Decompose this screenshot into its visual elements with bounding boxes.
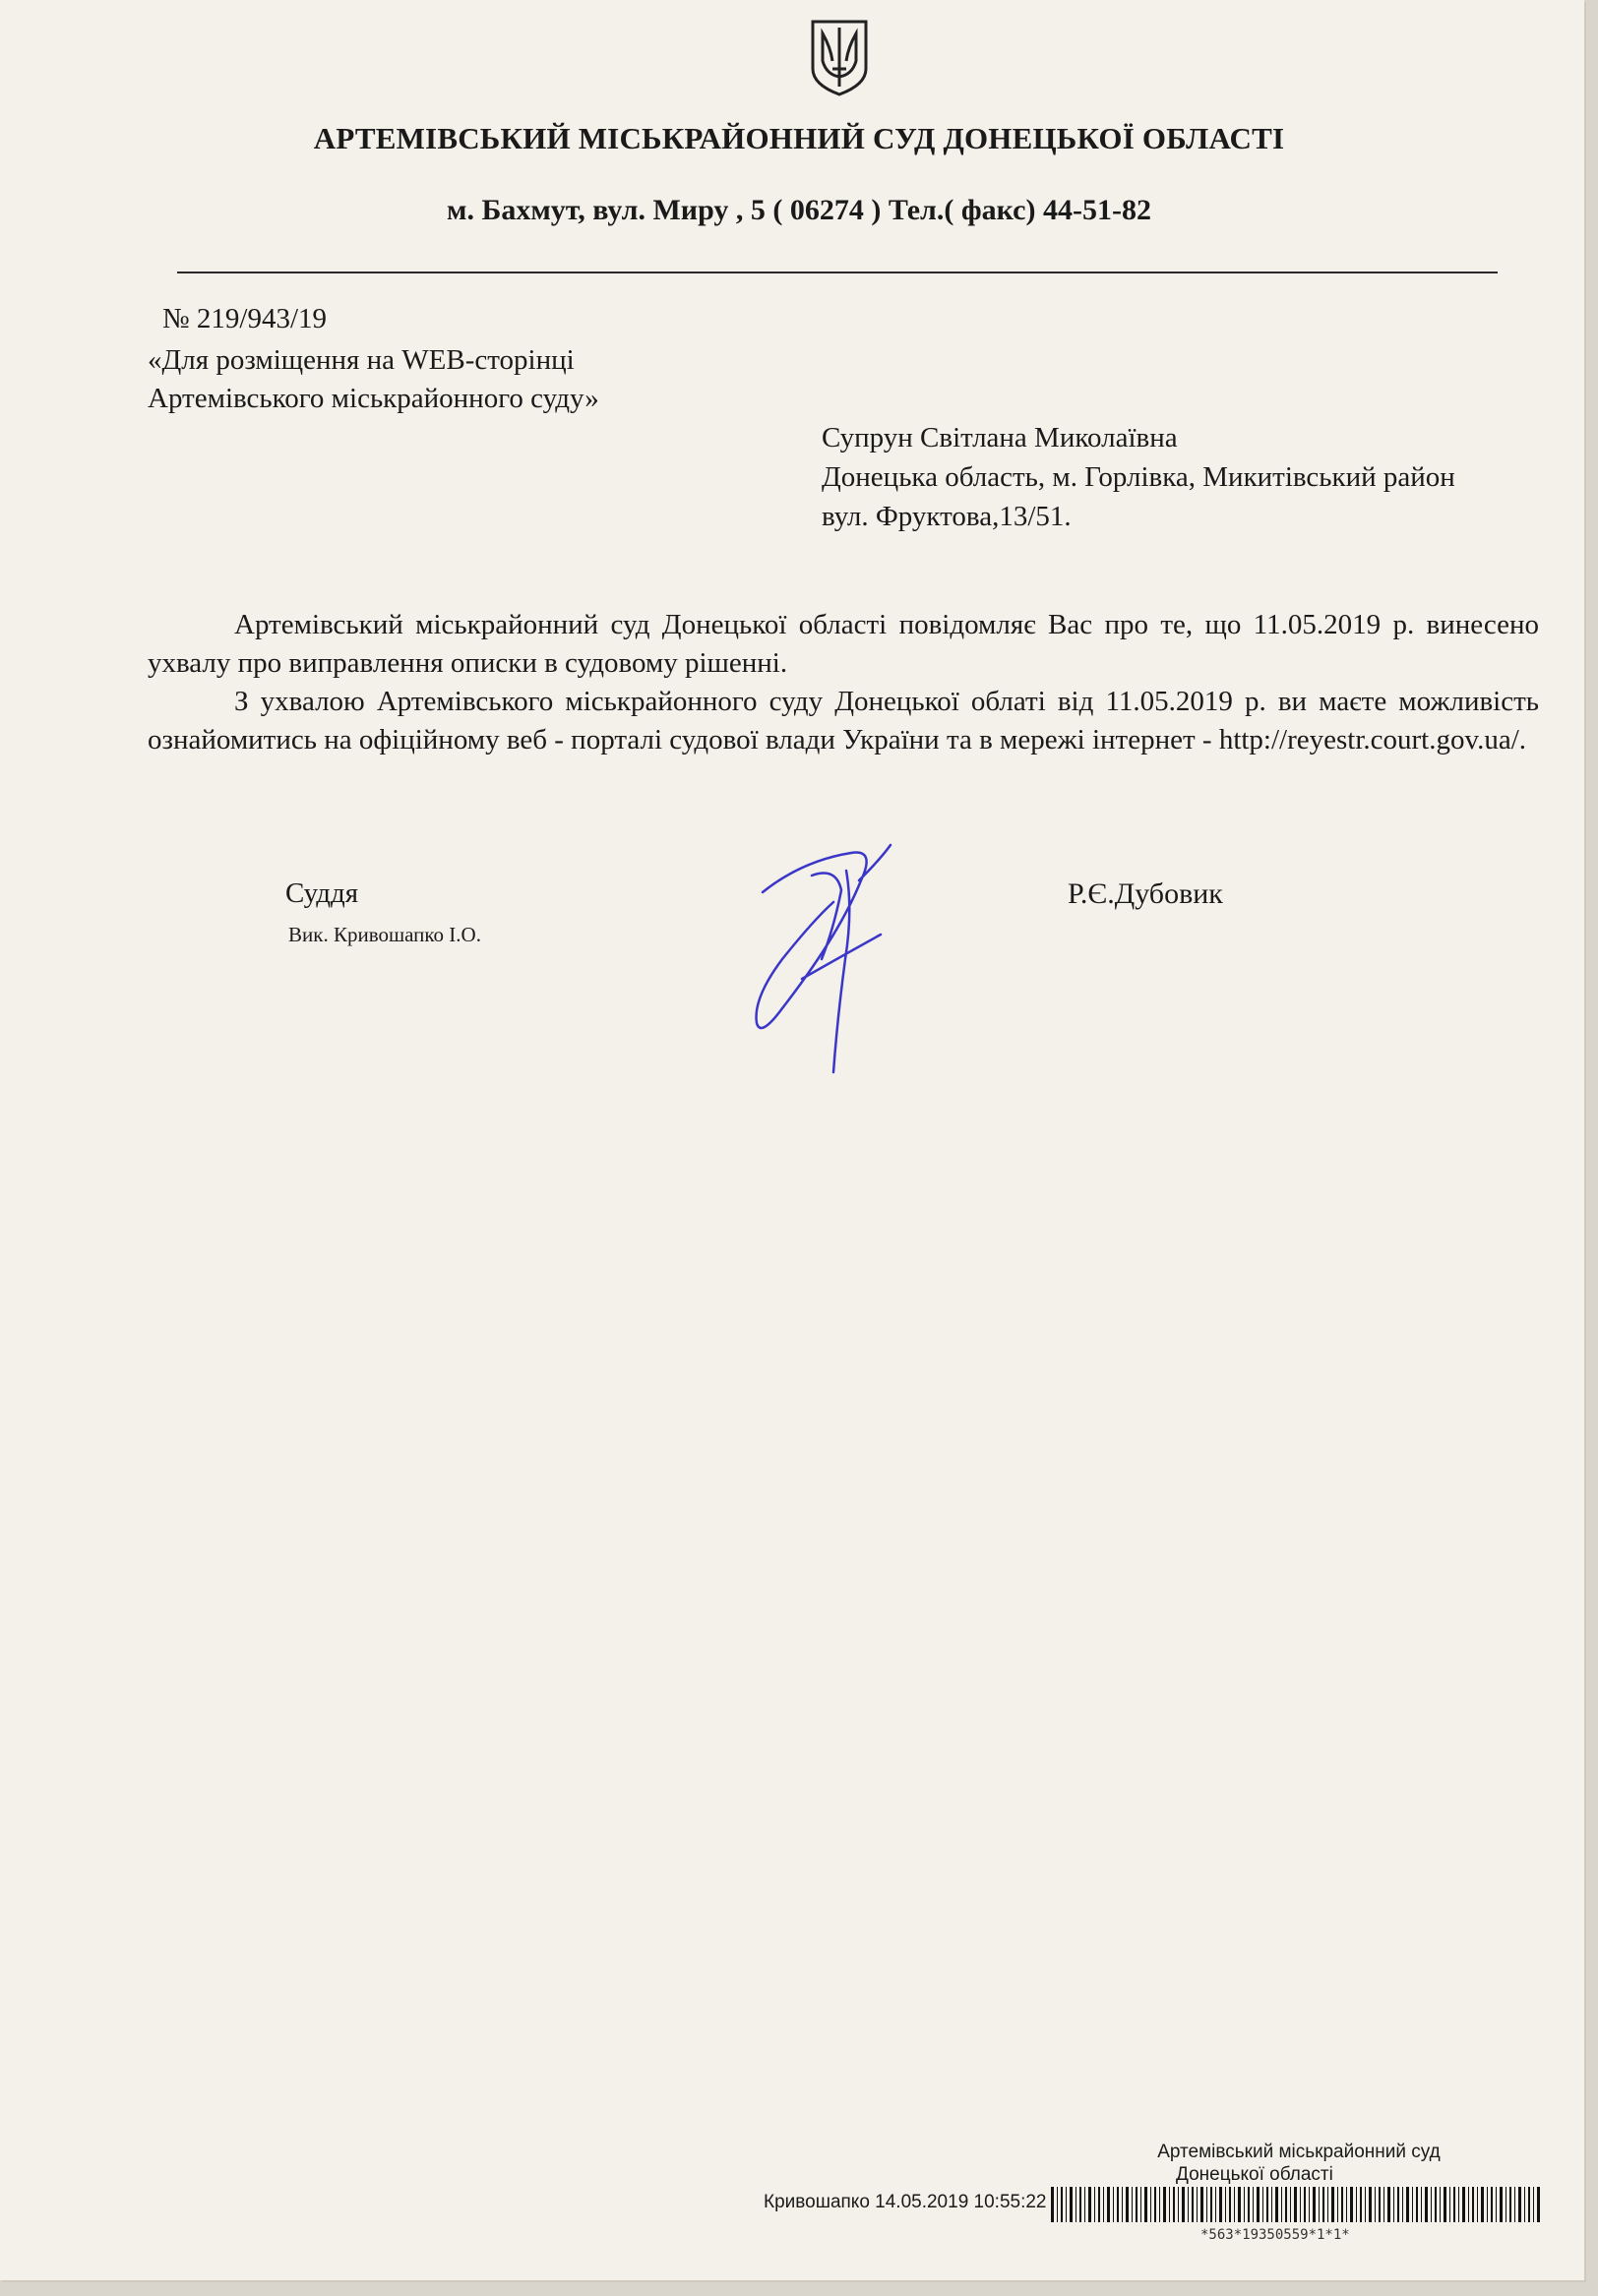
recipient-name: Супрун Світлана Миколаївна: [822, 422, 1178, 453]
court-name: АРТЕМІВСЬКИЙ МІСЬКРАЙОННИЙ СУД ДОНЕЦЬКОЇ ОБЛАСТІ: [313, 121, 1285, 155]
recipient-address-line1: Донецька область, м. Горлівка, Микитівський район: [822, 461, 1455, 493]
executor-name: Вик. Кривошапко І.О.: [288, 923, 481, 946]
header-divider: [177, 272, 1498, 273]
document-number: № 219/943/19: [162, 303, 328, 334]
judge-name: Р.Є.Дубовик: [1068, 877, 1223, 910]
stamp-court-line2: Донецької області: [1176, 2164, 1333, 2185]
notice-paragraph-1: Артемівський міськрайонний суд Донецької області повідомляє Вас про те, що 11.05.2019 р. винесено ухвалу про виправлення описки в судовому рішенні.: [148, 609, 1539, 679]
stamp-executor-datetime: Кривошапко 14.05.2019 10:55:22: [764, 2192, 1047, 2212]
handwritten-signature-icon: [743, 841, 910, 1077]
trident-emblem-icon: [805, 18, 874, 96]
web-note-line2: Артемівського міськрайонного суду»: [148, 383, 599, 414]
judge-title: Суддя: [285, 877, 359, 909]
barcode-number: *563*19350559*1*1*: [1200, 2227, 1350, 2243]
notice-body: [148, 606, 1539, 759]
barcode-icon: [1051, 2187, 1543, 2222]
stamp-court-line1: Артемівський міськрайонний суд: [1157, 2142, 1441, 2162]
notice-paragraph-2: З ухвалою Артемівського міськрайонного суду Донецької облаті від 11.05.2019 р. ви маєте можливість ознайомитись на офіційному веб - порталі судової влади України та в мережі інтернет - http://reyestr.court.gov.ua/.: [148, 686, 1539, 755]
court-address: м. Бахмут, вул. Миру , 5 ( 06274 ) Тел.( факс) 44-51-82: [447, 194, 1151, 226]
web-note-line1: «Для розміщення на WEB-сторінці: [148, 344, 575, 376]
recipient-address-line2: вул. Фруктова,13/51.: [822, 501, 1072, 532]
